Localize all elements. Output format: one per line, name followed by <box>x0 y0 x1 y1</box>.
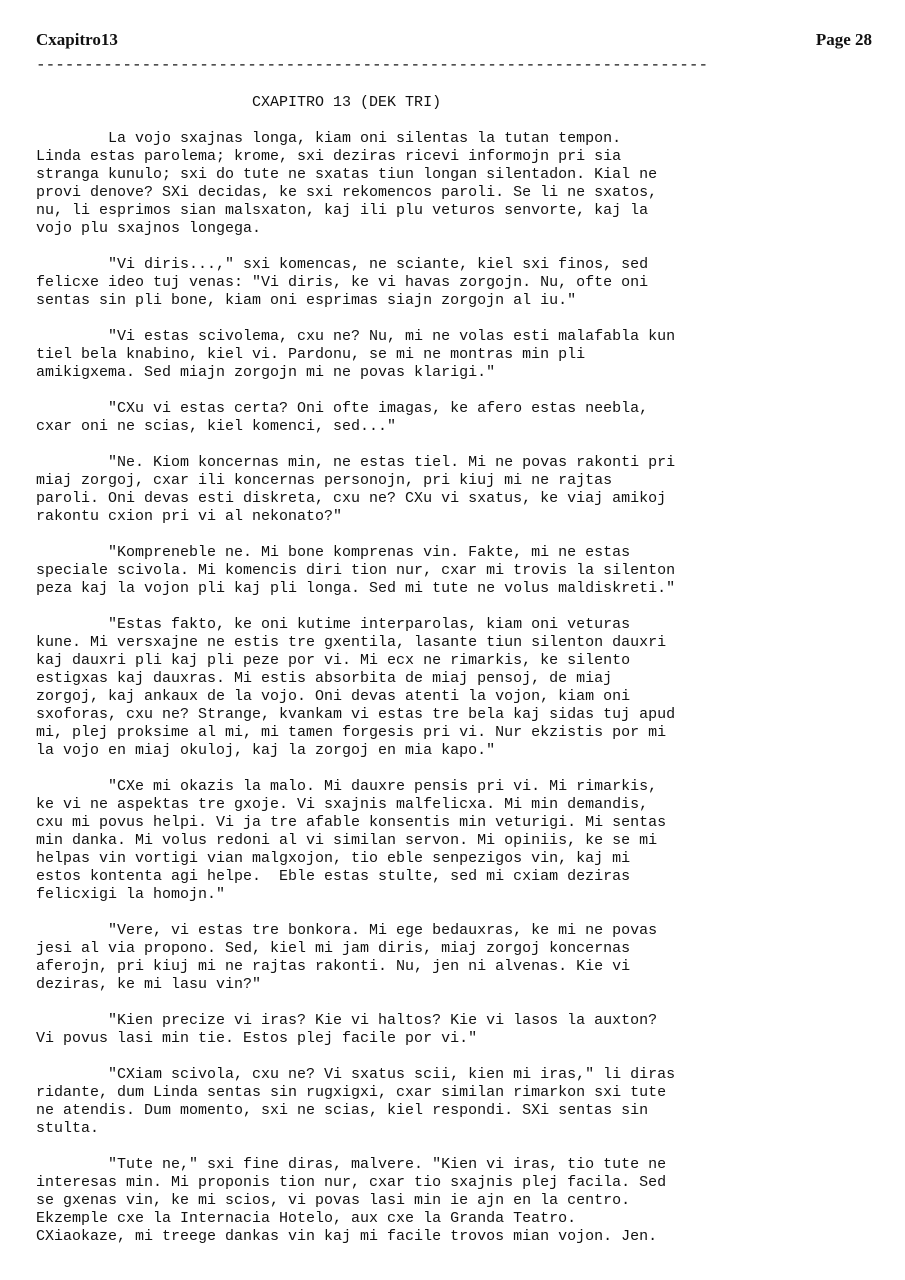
chapter-heading: CXAPITRO 13 (DEK TRI) <box>36 94 442 111</box>
paragraph: "CXe mi okazis la malo. Mi dauxre pensis pri vi. Mi rimarkis, ke vi ne aspektas tre gxoje. Vi sxajnis malfelicxa. Mi min demandis, cxu mi povus helpi. Vi ja tre afable konsentis min veturigi. Mi sentas min danka. Mi volus redoni al vi similan servon. Mi opiniis, ke se mi helpas vin vortigi vian malgxojon, tio eble senpezigos vin, kaj mi estos kontenta agi helpe. Eble estas stulte, sed mi cxiam deziras felicxigi la homojn." <box>36 778 667 903</box>
paragraph: "Vi diris...," sxi komencas, ne sciante, kiel sxi finos, sed felicxe ideo tuj venas: "Vi diris, ke vi havas zorgojn. Nu, ofte oni sentas sin pli bone, kiam oni esprimas siajn zorgojn al iu." <box>36 256 649 309</box>
header-divider: ---------------------------------------------------------------------- <box>36 56 709 74</box>
paragraph: "CXu vi estas certa? Oni ofte imagas, ke afero estas neebla, cxar oni ne scias, kiel komenci, sed..." <box>36 400 649 435</box>
paragraph: La vojo sxajnas longa, kiam oni silentas la tutan tempon. Linda estas parolema; krome, sxi deziras ricevi informojn pri sia stranga kunulo; sxi do tute ne sxatas tiun longan silentadon. Kial ne provi denove? SXi decidas, ke sxi rekomencos paroli. Se li ne sxatos, nu, li esprimos sian malsxaton, kaj ili plu veturos senvorte, kaj la vojo plu sxajnos longega. <box>36 130 658 237</box>
paragraph: "Vi estas scivolema, cxu ne? Nu, mi ne volas esti malafabla kun tiel bela knabino, kiel vi. Pardonu, se mi ne montras min pli amikigxema. Sed miajn zorgojn mi ne povas klarigi." <box>36 328 676 381</box>
paragraph: "Ne. Kiom koncernas min, ne estas tiel. Mi ne povas rakonti pri miaj zorgoj, cxar ili koncernas personojn, pri kiuj mi ne rajtas paroli. Oni devas esti diskreta, cxu ne? CXu vi sxatus, ke viaj amikoj rakontu cxion pri vi al nekonato?" <box>36 454 676 525</box>
paragraph: "CXiam scivola, cxu ne? Vi sxatus scii, kien mi iras," li diras ridante, dum Linda sentas sin rugxigxi, cxar similan rimarkon sxi tute ne atendis. Dum momento, sxi ne scias, kiel respondi. SXi sentas sin stulta. <box>36 1066 676 1137</box>
page-number: Page 28 <box>815 30 872 49</box>
page-header <box>36 30 872 54</box>
document-body <box>36 94 836 1264</box>
running-chapter-title: Cxapitro13 <box>36 30 118 49</box>
paragraph: "Tute ne," sxi fine diras, malvere. "Kien vi iras, tio tute ne interesas min. Mi proponis tion nur, cxar tio sxajnis plej facila. Sed se gxenas vin, ke mi scios, vi povas lasi min ie ajn en la centro. Ekzemple cxe la Internacia Hotelo, aux cxe la Granda Teatro. CXiaokaze, mi treege dankas vin kaj mi facile trovos mian vojon. Jen. <box>36 1156 667 1245</box>
paragraph: "Kien precize vi iras? Kie vi haltos? Kie vi lasos la auxton? Vi povus lasi min tie. Estos plej facile por vi." <box>36 1012 658 1047</box>
paragraph: "Kompreneble ne. Mi bone komprenas vin. Fakte, mi ne estas speciale scivola. Mi komencis diri tion nur, cxar mi trovis la silenton peza kaj la vojon pli kaj pli longa. Sed mi tute ne volus maldiskreti." <box>36 544 676 597</box>
paragraph: "Vere, vi estas tre bonkora. Mi ege bedauxras, ke mi ne povas jesi al via propono. Sed, kiel mi jam diris, miaj zorgoj koncernas aferojn, pri kiuj mi ne rajtas rakonti. Nu, jen ni alvenas. Kie vi deziras, ke mi lasu vin?" <box>36 922 658 993</box>
paragraph: "Estas fakto, ke oni kutime interparolas, kiam oni veturas kune. Mi versxajne ne estis tre gxentila, lasante tiun silenton dauxri kaj dauxri pli kaj pli peze por vi. Mi ecx ne rimarkis, ke silento estigxas kaj dauxras. Mi estis absorbita de miaj pensoj, de miaj zorgoj, kaj ankaux de la vojo. Oni devas atenti la vojon, kiam oni sxoforas, cxu ne? Strange, kvankam vi estas tre bela kaj sidas tuj apud mi, plej proksime al mi, mi tamen forgesis pri vi. Nur ekzistis por mi la vojo en miaj okuloj, kaj la zorgoj en mia kapo." <box>36 616 676 759</box>
